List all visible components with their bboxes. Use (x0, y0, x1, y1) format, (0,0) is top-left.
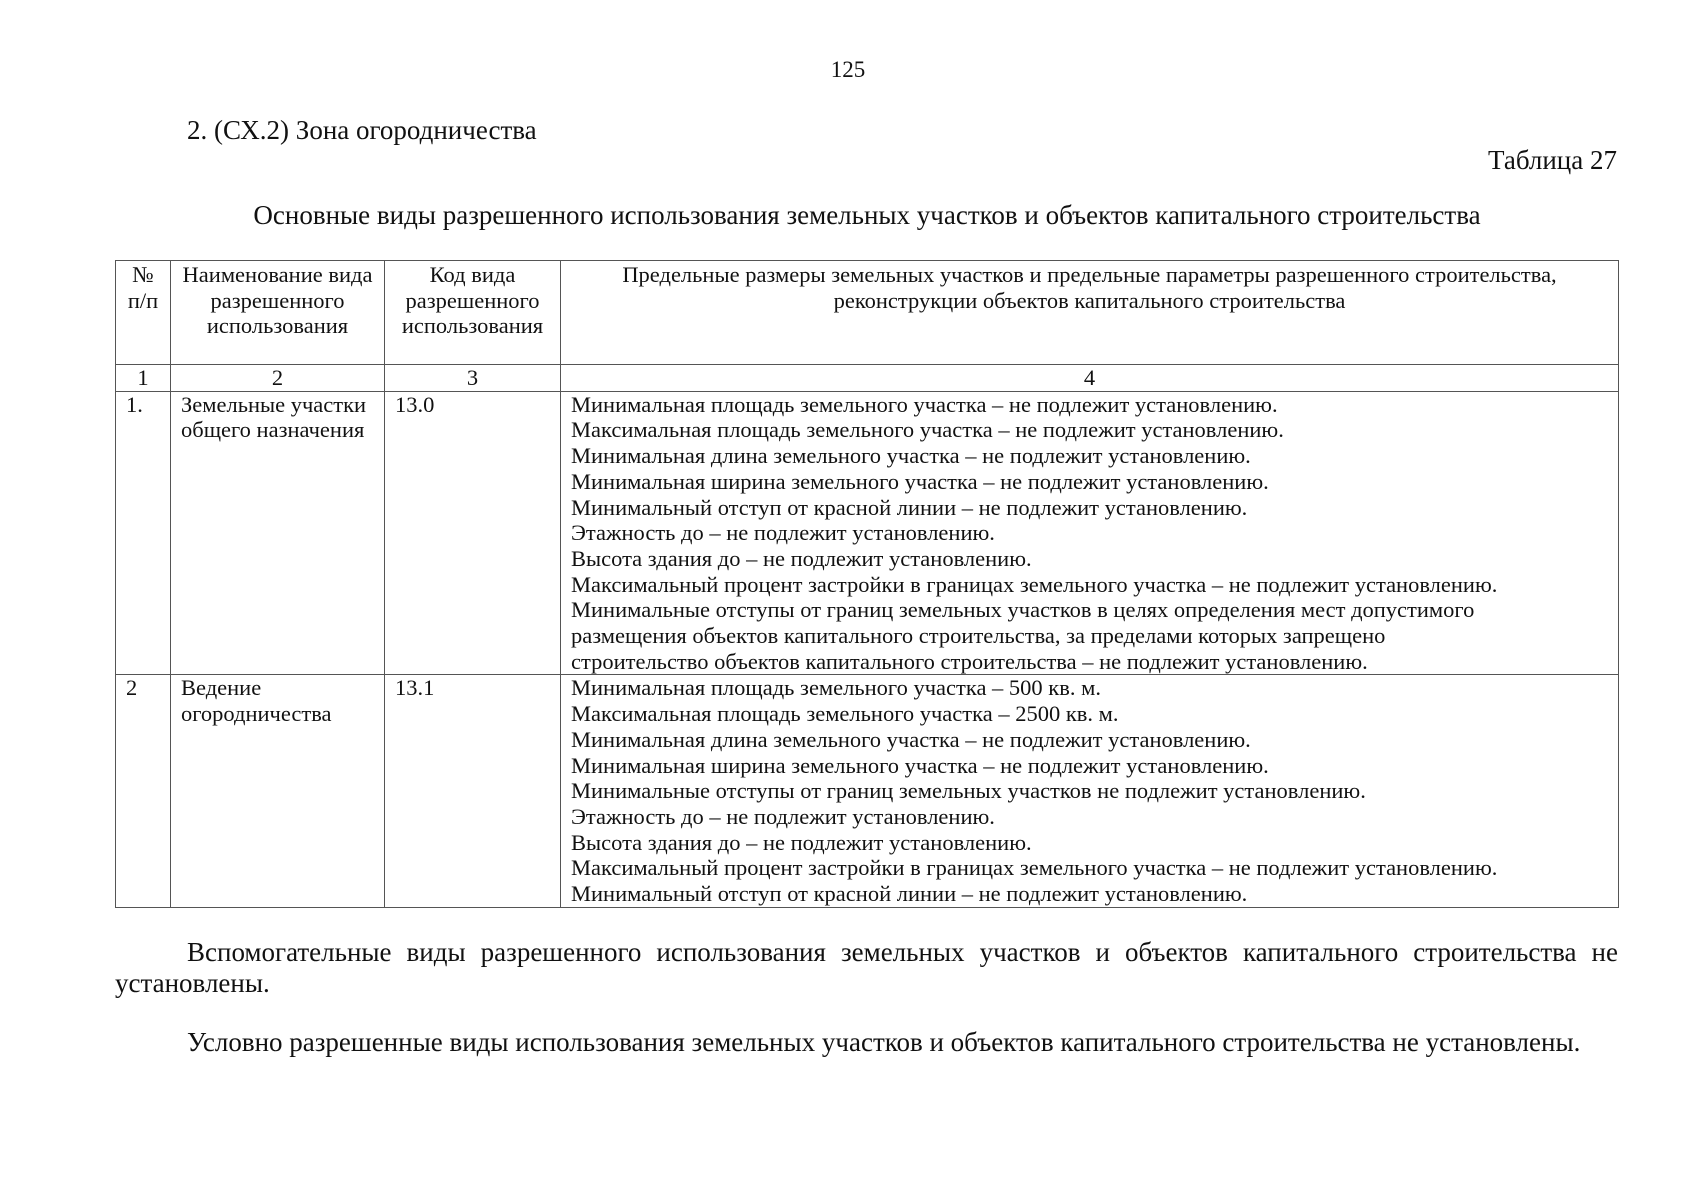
requirement-line: Минимальные отступы от границ земельных участков не подлежит установлению. (571, 778, 1366, 804)
header-use-code: Код вида разрешенного использования (385, 261, 561, 365)
header-parameters: Предельные размеры земельных участков и предельные параметры разрешенного строительства, реконструкции объектов капитального строительства (561, 261, 1619, 365)
requirement-line: Минимальная длина земельного участка – не подлежит установлению. (571, 726, 1251, 752)
conditional-uses-text: Условно разрешенные виды использования земельных участков и объектов капитального строительства не установлены. (187, 1027, 1581, 1057)
requirement-line: Максимальный процент застройки в границах земельного участка – не подлежит установлению. (571, 571, 1498, 597)
requirement-line: размещения объектов капитального строительства, за пределами которых запрещено (571, 623, 1386, 649)
requirement-line: Этажность до – не подлежит установлению. (571, 520, 995, 546)
table-row (116, 391, 1619, 675)
section-title: 2. (СХ.2) Зона огородничества (187, 115, 537, 145)
requirement-line: Минимальный отступ от красной линии – не подлежит установлению. (571, 881, 1248, 907)
requirement-line: Этажность до – не подлежит установлению. (571, 803, 995, 829)
conditional-uses-paragraph (115, 1027, 1618, 1058)
requirement-line: Максимальная площадь земельного участка – не подлежит установлению. (571, 417, 1284, 443)
requirement-line: строительство объектов капитального строительства – не подлежит установлению. (571, 648, 1368, 674)
table-row (116, 675, 1619, 907)
column-number: 1 (116, 365, 171, 392)
requirement-line: Максимальная площадь земельного участка – 2500 кв. м. (571, 701, 1119, 727)
requirement-line: Минимальная ширина земельного участка – не подлежит установлению. (571, 468, 1269, 494)
requirement-line: Минимальная площадь земельного участка – не подлежит установлению. (571, 391, 1278, 417)
page-number: 125 (830, 57, 866, 82)
requirement-line: Минимальная площадь земельного участка – 500 кв. м. (571, 675, 1101, 701)
row-number: 1. (116, 391, 171, 675)
use-name: Земельные участки общего назначения (171, 391, 385, 675)
table-label: Таблица 27 (1488, 145, 1617, 175)
requirements-cell (561, 675, 1619, 907)
auxiliary-uses-text: Вспомогательные виды разрешенного использования земельных участков и объектов капитального строительства не установлены. (115, 937, 1618, 998)
use-code: 13.1 (385, 675, 561, 907)
row-number: 2 (116, 675, 171, 907)
column-number: 2 (171, 365, 385, 392)
table-caption: Основные виды разрешенного использования земельных участков и объектов капитального строительства (253, 200, 1481, 230)
auxiliary-uses-paragraph (115, 937, 1618, 999)
land-use-table (115, 260, 1619, 908)
requirement-line: Высота здания до – не подлежит установлению. (571, 545, 1032, 571)
table-header-row (116, 261, 1619, 365)
requirement-line: Высота здания до – не подлежит установлению. (571, 829, 1032, 855)
requirement-line: Минимальная ширина земельного участка – не подлежит установлению. (571, 752, 1269, 778)
requirement-line: Минимальная длина земельного участка – не подлежит установлению. (571, 443, 1251, 469)
requirement-line: Минимальный отступ от красной линии – не подлежит установлению. (571, 494, 1248, 520)
header-number: № п/п (116, 261, 171, 365)
column-number-row (116, 365, 1619, 392)
column-number: 4 (561, 365, 1619, 392)
requirements-cell (561, 391, 1619, 675)
column-number: 3 (385, 365, 561, 392)
use-code: 13.0 (385, 391, 561, 675)
use-name: Ведение огородничества (171, 675, 385, 907)
header-use-name: Наименование вида разрешенного использования (171, 261, 385, 365)
requirement-line: Минимальные отступы от границ земельных участков в целях определения мест допустимого (571, 597, 1475, 623)
requirement-line: Максимальный процент застройки в границах земельного участка – не подлежит установлению. (571, 855, 1498, 881)
